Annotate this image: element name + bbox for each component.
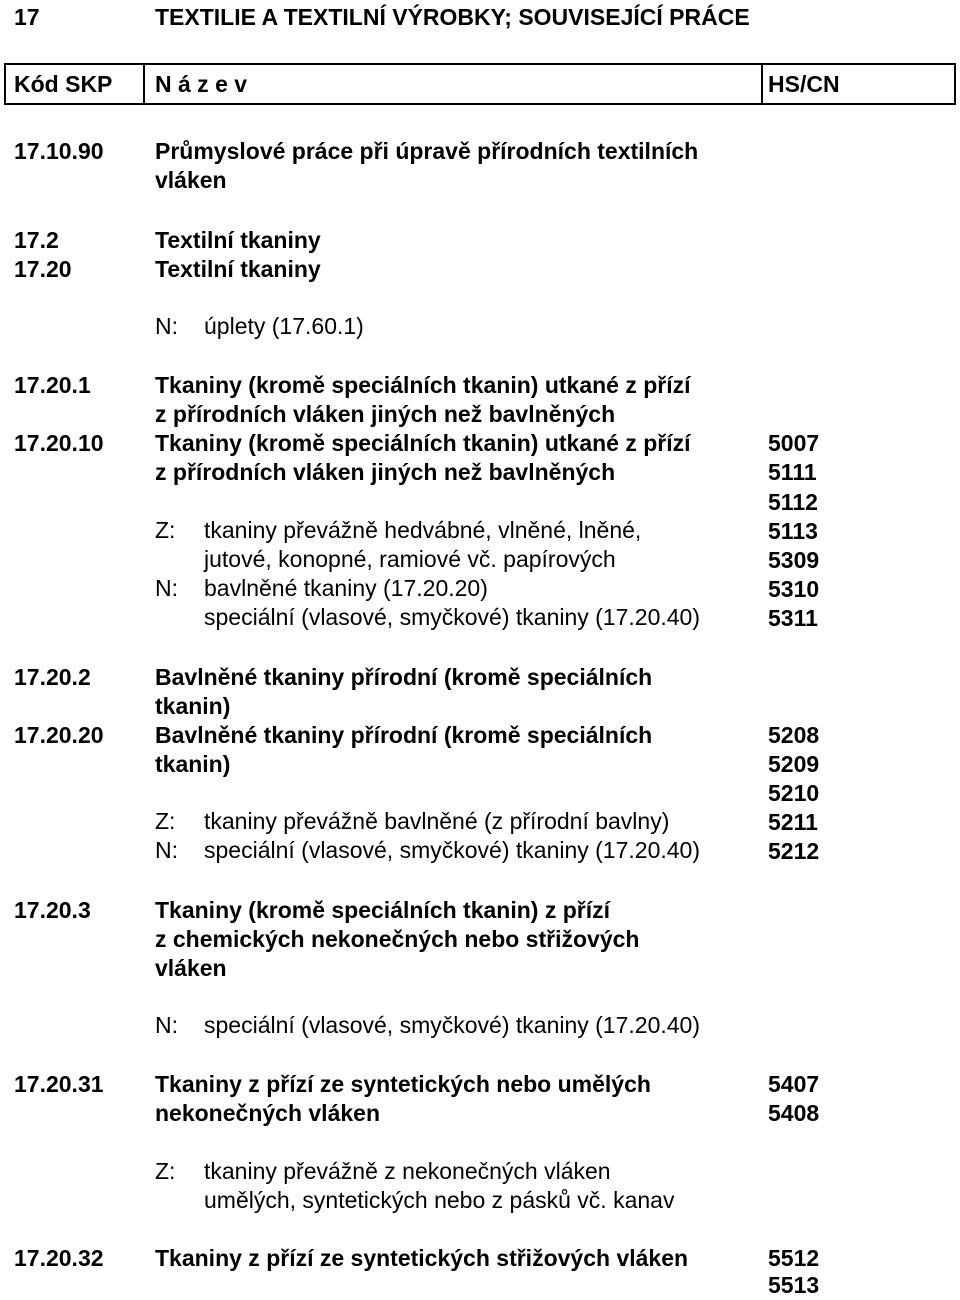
row-name: tkanin) — [155, 693, 231, 719]
row-name: Bavlněné tkaniny přírodní (kromě speciálních — [155, 664, 653, 690]
header-divider — [143, 65, 145, 103]
note-text: bavlněné tkaniny (17.20.20) — [204, 575, 488, 601]
chapter-title: TEXTILIE A TEXTILNÍ VÝROBKY; SOUVISEJÍCÍ PRÁCE — [155, 4, 750, 30]
row-name: z přírodních vláken jiných než bavlněných — [155, 459, 616, 485]
hs-code: 5310 — [768, 576, 820, 602]
hs-code: 5112 — [768, 489, 818, 515]
row-name: z přírodních vláken jiných než bavlněných — [155, 401, 616, 427]
row-code: 17.20.31 — [14, 1071, 104, 1097]
header-col-hs: HS/CN — [768, 71, 840, 97]
note-text: umělých, syntetických nebo z pásků vč. kanav — [204, 1187, 675, 1213]
row-name: Textilní tkaniny — [155, 227, 321, 253]
hs-code: 5512 — [768, 1245, 820, 1271]
note-label: N: — [155, 1012, 178, 1038]
hs-code: 5111 — [768, 459, 817, 485]
row-name: nekonečných vláken — [155, 1100, 380, 1126]
hs-code: 5311 — [768, 605, 818, 631]
hs-code: 5408 — [768, 1100, 820, 1126]
row-code: 17.20.20 — [14, 722, 104, 748]
note-label: N: — [155, 575, 178, 601]
note-label: Z: — [155, 1158, 176, 1184]
hs-code: 5211 — [768, 809, 818, 835]
row-name: Tkaniny z přízí ze syntetických nebo umělých — [155, 1071, 651, 1097]
row-name: Tkaniny z přízí ze syntetických střižových vláken — [155, 1245, 689, 1271]
header-col-name: N á z e v — [155, 71, 248, 97]
row-name: vláken — [155, 167, 227, 193]
row-code: 17.2 — [14, 227, 59, 253]
header-col-code: Kód SKP — [14, 71, 113, 97]
row-code: 17.20.2 — [14, 664, 91, 690]
note-text: tkaniny převážně z nekonečných vláken — [204, 1158, 611, 1184]
hs-code: 5208 — [768, 722, 820, 748]
hs-code: 5513 — [768, 1272, 820, 1298]
hs-code: 5113 — [768, 518, 818, 544]
row-name: Bavlněné tkaniny přírodní (kromě speciálních — [155, 722, 653, 748]
hs-code: 5007 — [768, 430, 820, 456]
note-text: speciální (vlasové, smyčkové) tkaniny (17.20.40) — [204, 604, 700, 630]
row-name: Tkaniny (kromě speciálních tkanin) utkané z přízí — [155, 430, 691, 456]
note-label: N: — [155, 313, 178, 339]
note-text: speciální (vlasové, smyčkové) tkaniny (17.20.40) — [204, 837, 700, 863]
row-name: tkanin) — [155, 751, 231, 777]
note-text: speciální (vlasové, smyčkové) tkaniny (17.20.40) — [204, 1012, 700, 1038]
row-code: 17.20.1 — [14, 372, 91, 398]
note-label: N: — [155, 837, 178, 863]
row-code: 17.20.3 — [14, 897, 91, 923]
hs-code: 5407 — [768, 1071, 820, 1097]
row-name: Textilní tkaniny — [155, 256, 321, 282]
note-text: úplety (17.60.1) — [204, 313, 364, 339]
hs-code: 5210 — [768, 780, 820, 806]
row-code: 17.20.10 — [14, 430, 104, 456]
row-name: Průmyslové práce při úpravě přírodních textilních — [155, 138, 699, 164]
hs-code: 5309 — [768, 547, 820, 573]
hs-code: 5209 — [768, 751, 820, 777]
chapter-code: 17 — [14, 4, 40, 30]
row-code: 17.10.90 — [14, 138, 104, 164]
row-code: 17.20.32 — [14, 1245, 104, 1271]
row-code: 17.20 — [14, 256, 72, 282]
header-divider — [761, 65, 763, 103]
note-text: tkaniny převážně hedvábné, vlněné, lněné, — [204, 517, 642, 543]
row-name: vláken — [155, 955, 227, 981]
note-label: Z: — [155, 517, 176, 543]
note-label: Z: — [155, 808, 176, 834]
note-text: tkaniny převážně bavlněné (z přírodní bavlny) — [204, 808, 670, 834]
row-name: Tkaniny (kromě speciálních tkanin) z přízí — [155, 897, 611, 923]
row-name: Tkaniny (kromě speciálních tkanin) utkané z přízí — [155, 372, 691, 398]
row-name: z chemických nekonečných nebo střižových — [155, 926, 640, 952]
note-text: jutové, konopné, ramiové vč. papírových — [204, 546, 616, 572]
hs-code: 5212 — [768, 838, 820, 864]
